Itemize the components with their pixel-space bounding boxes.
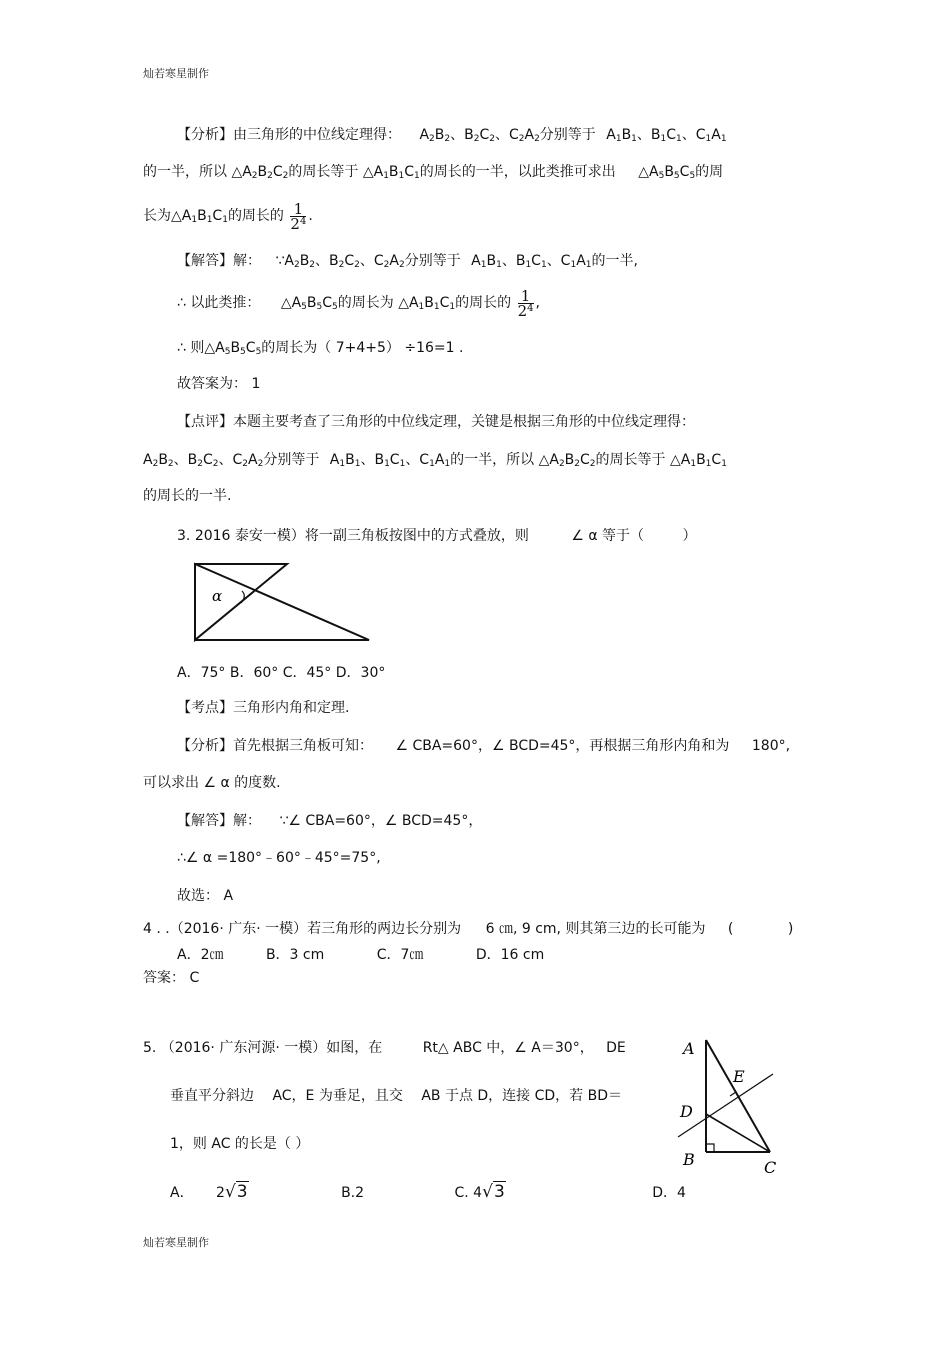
question-text: ） <box>682 528 697 544</box>
solution-text: 的周长为 <box>337 295 394 311</box>
q2-review-line-1 <box>177 412 695 432</box>
segment-list: $A_2B_2$、$B_2C_2$、$C_2A_2$ <box>419 127 540 144</box>
triangle-label: $\triangle A_5B_5C_5$ <box>204 340 262 357</box>
q3-solution-line-2: ∴∠ α =180°﹣60°﹣45°=75°, <box>177 850 381 866</box>
option-a-label: A． <box>170 1185 194 1201</box>
q2-analysis-line-2 <box>143 162 723 182</box>
solution-text: 解： <box>233 253 261 269</box>
point-d-label: D <box>680 1102 693 1121</box>
analysis-text: 的周 <box>695 164 724 180</box>
segment-list: $A_2B_2$、$B_2C_2$、$C_2A_2$ <box>143 452 264 469</box>
q2-solution-line-1 <box>177 251 638 271</box>
triangle-label: $\triangle A_2B_2C_2$ <box>231 164 289 181</box>
point-a-label: A <box>683 1039 695 1058</box>
review-text: 分别等于 <box>263 452 320 468</box>
analysis-text: 分别等于 <box>539 127 596 143</box>
point-b-label: B <box>683 1150 695 1169</box>
q2-review-line-3: 的周长的一半. <box>143 488 232 504</box>
segment-list: $A_1B_1$、$B_1C_1$、$C_1A_1$ <box>329 452 451 469</box>
solution-text: 解： <box>233 813 261 829</box>
question-text: ) <box>787 921 794 937</box>
analysis-tag: 【分析】 <box>177 127 233 143</box>
q4-stem <box>143 919 793 939</box>
analysis-text: 长为 <box>143 208 171 224</box>
q3-options: A．75° B．60° C．45° D．30° <box>177 665 386 681</box>
q2-analysis-line-1 <box>177 125 727 145</box>
q3-analysis-line-1 <box>177 736 790 756</box>
angle-alpha-label: α <box>212 587 223 605</box>
analysis-text: 的周长的 <box>227 208 284 224</box>
solution-text: 的一半, <box>591 253 638 269</box>
analysis-text: 的周长的一半，以此类推可求出 <box>419 164 616 180</box>
segment-cd <box>706 1114 770 1152</box>
sqrt-symbol: √3 <box>482 1182 505 1202</box>
segment-list: $A_1B_1$、$B_1C_1$、$C_1A_1$ <box>606 127 727 144</box>
solution-text: 的周长为（ 7+4+5） ÷16=1 . <box>261 340 464 356</box>
question-text: ∠ α 等于（ <box>571 528 645 544</box>
solution-text: ∴ 则 <box>177 340 205 356</box>
sqrt-symbol: √3 <box>224 1182 248 1202</box>
segment-list: $A_2B_2$、$B_2C_2$、$C_2A_2$ <box>284 253 405 270</box>
solution-tag: 【解答】 <box>177 253 233 269</box>
question-text: AB 于点 D，连接 CD，若 BD＝ <box>421 1088 623 1104</box>
analysis-text: . <box>308 208 313 224</box>
fraction-one-over-2-pow-4: $\frac{1}{2^4}$ <box>517 286 534 320</box>
page-header: 灿若寒星制作 <box>143 67 209 80</box>
triangle-label: $\triangle A_5B_5C_5$ <box>280 295 338 312</box>
review-text: 本题主要考查了三角形的中位线定理，关键是根据三角形的中位线定理得： <box>233 414 695 430</box>
question-text: Rt△ ABC 中，∠ A＝30°， <box>422 1040 594 1056</box>
q5-line-3: 1，则 AC 的长是（ ） <box>170 1136 310 1152</box>
triangle-label: $\triangle A_5B_5C_5$ <box>638 164 696 181</box>
solution-text: ∵∠ CBA=60°，∠ BCD=45°， <box>279 813 483 829</box>
option-d: D．4 <box>652 1185 686 1201</box>
set-square-45 <box>195 564 287 640</box>
option-c-label: C. 4 <box>454 1185 483 1201</box>
question-text: DE <box>606 1040 626 1056</box>
solution-tag: 【解答】 <box>177 813 233 829</box>
option-b: B．3 cm <box>265 947 325 963</box>
q4-options <box>177 945 544 965</box>
q5-options <box>170 1180 686 1204</box>
question-text: 5. （2016· 广东河源· 一模）如图，在 <box>143 1040 383 1056</box>
q5-line-1 <box>143 1038 626 1058</box>
option-b: B.2 <box>341 1185 365 1201</box>
analysis-text: 180°, <box>751 738 791 754</box>
radicand: 3 <box>493 1182 505 1202</box>
question-text: 2016 泰安一模）将一副三角板按图中的方式叠放，则 <box>194 528 529 544</box>
q4-answer: 答案： C <box>143 970 200 986</box>
page-footer: 灿若寒星制作 <box>143 1236 209 1249</box>
solution-text: 的周长的 <box>455 295 512 311</box>
q3-figure <box>190 561 375 647</box>
triangle-label: $\triangle A_1B_1C_1$ <box>362 164 420 181</box>
solution-text: 分别等于 <box>404 253 461 269</box>
question-number: 3. <box>177 528 191 544</box>
q3-solution-line-1 <box>177 811 482 831</box>
q2-answer: 故答案为： 1 <box>177 376 261 392</box>
analysis-text: ∠ CBA=60°，∠ BCD=45°，再根据三角形内角和为 <box>395 738 730 754</box>
triangle-label: $\triangle A_1B_1C_1$ <box>398 295 456 312</box>
review-text: 的周长等于 <box>595 452 666 468</box>
q2-solution-line-3 <box>177 338 463 358</box>
fraction-one-over-2-pow-4: $\frac{1}{2^4}$ <box>290 199 307 233</box>
question-text: AC，E 为垂足，且交 <box>272 1088 403 1104</box>
point-e-label: E <box>733 1067 745 1086</box>
solution-text: , <box>535 295 540 311</box>
question-text: 垂直平分斜边 <box>170 1088 254 1104</box>
question-text: ( <box>727 921 734 937</box>
q3-stem <box>177 526 696 546</box>
option-a-coefficient: 2 <box>216 1185 225 1201</box>
kaodian-tag: 【考点】 <box>177 700 233 716</box>
segment-list: $A_1B_1$、$B_1C_1$、$C_1A_1$ <box>471 253 592 270</box>
review-text: 的一半，所以 <box>450 452 535 468</box>
solution-text: ∴ 以此类推： <box>177 295 261 311</box>
because-symbol: ∵ <box>275 253 285 269</box>
q2-analysis-line-3 <box>143 198 313 234</box>
option-c: C．7㎝ <box>376 947 424 963</box>
radicand: 3 <box>236 1182 248 1202</box>
q5-figure <box>675 1032 795 1180</box>
q3-kaodian <box>177 698 349 718</box>
analysis-tag: 【分析】 <box>177 738 233 754</box>
analysis-text: 由三角形的中位线定理得： <box>233 127 401 143</box>
kaodian-text: 三角形内角和定理. <box>233 700 350 716</box>
analysis-text: 的一半，所以 <box>143 164 227 180</box>
q3-choice: 故选： A <box>177 888 234 904</box>
point-c-label: C <box>764 1158 777 1177</box>
triangle-label: $\triangle A_1B_1C_1$ <box>171 208 228 225</box>
q3-analysis-line-2: 可以求出 ∠ α 的度数. <box>143 775 281 791</box>
q2-review-line-2 <box>143 450 727 470</box>
analysis-text: 的周长等于 <box>288 164 359 180</box>
right-angle-mark-b <box>706 1144 714 1152</box>
q5-line-2 <box>170 1086 622 1106</box>
option-a: A．2㎝ <box>177 947 224 963</box>
question-text: 6 ㎝, 9 cm, 则其第三边的长可能为 <box>485 921 706 937</box>
q2-solution-line-2 <box>177 285 540 321</box>
triangle-label: $\triangle A_1B_1C_1$ <box>669 452 727 469</box>
triangle-label: $\triangle A_2B_2C_2$ <box>538 452 596 469</box>
review-tag: 【点评】 <box>177 414 233 430</box>
option-d: D．16 cm <box>475 947 545 963</box>
question-text: 4 . .（2016· 广东· 一模）若三角形的两边长分别为 <box>143 921 462 937</box>
analysis-text: 首先根据三角板可知： <box>233 738 373 754</box>
